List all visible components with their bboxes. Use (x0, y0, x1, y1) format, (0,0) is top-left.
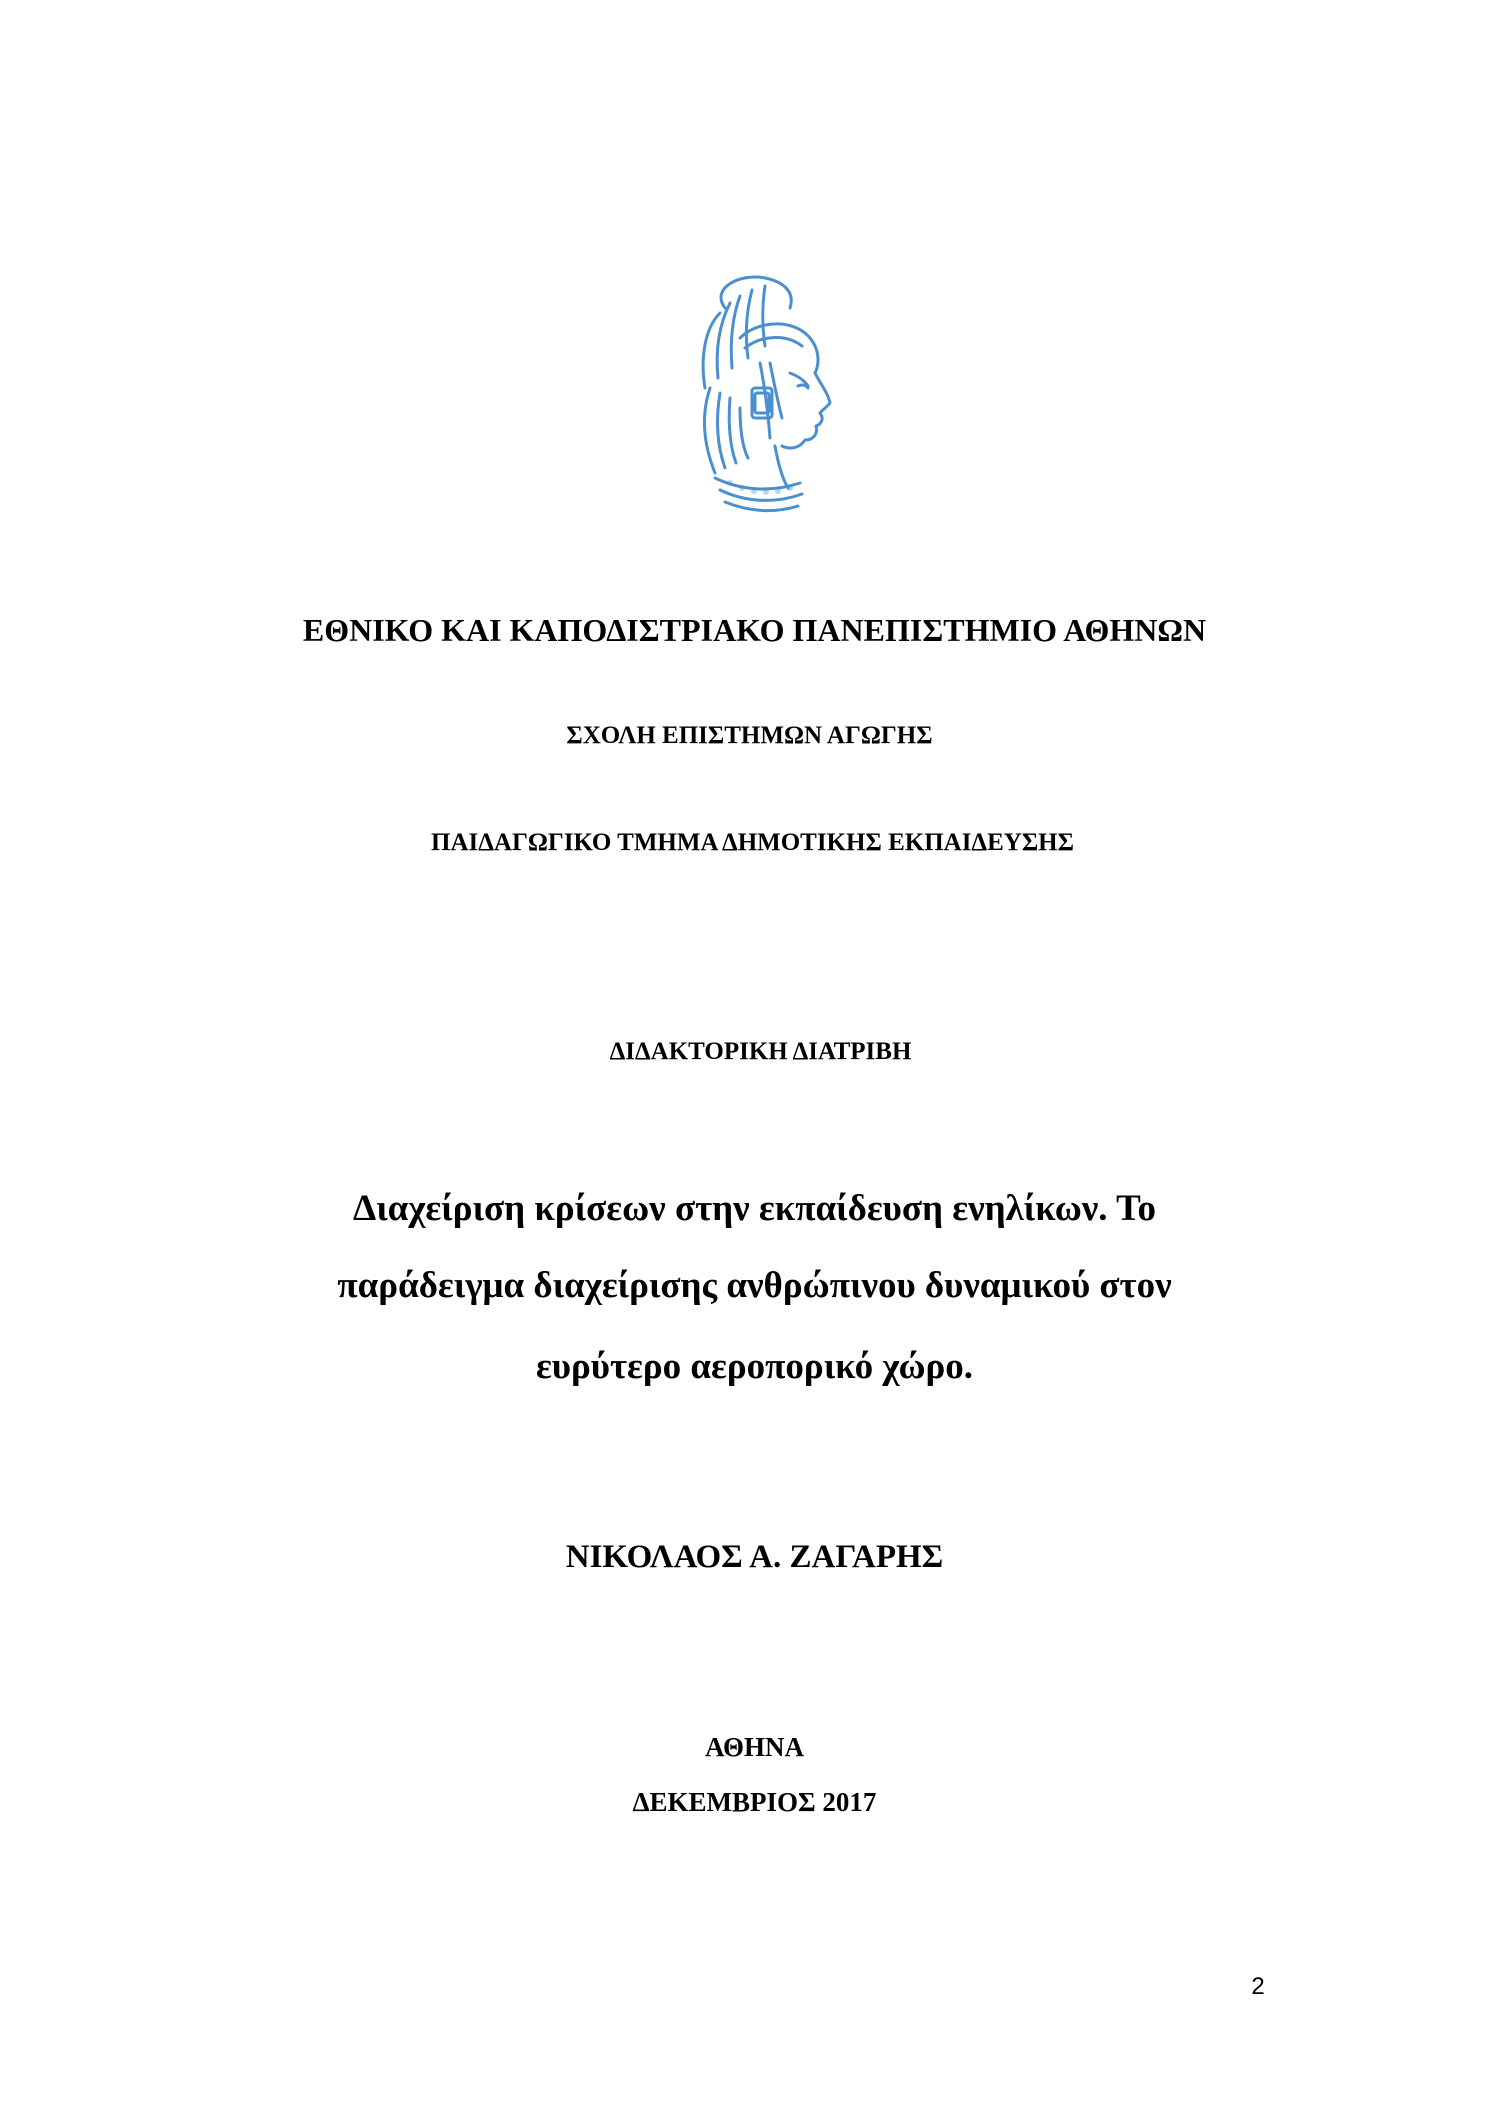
author-name: ΝΙΚΟΛΑΟΣ Α. ΖΑΓΑΡΗΣ (565, 1539, 944, 1575)
city: ΑΘΗΝΑ (705, 1732, 804, 1762)
athena-helmet-head-logo (670, 268, 840, 518)
document-type: ΔΙΔΑΚΤΟΡΙΚΗ ΔΙΑΤΡΙΒΗ (609, 1038, 912, 1065)
university-name: ΕΘΝΙΚΟ ΚΑΙ ΚΑΠΟΔΙΣΤΡΙΑΚΟ ΠΑΝΕΠΙΣΤΗΜΙΟ ΑΘΗΝΩΝ (302, 612, 1207, 648)
school-name: ΣΧΟΛΗ ΕΠΙΣΤΗΜΩΝ ΑΓΩΓΗΣ (566, 722, 933, 749)
thesis-title-line-2: παράδειγμα διαχείρισης ανθρώπινου δυναμικού στον (337, 1265, 1172, 1306)
date: ΔΕΚΕΜΒΡΙΟΣ 2017 (632, 1787, 877, 1817)
thesis-title-line-3: ευρύτερο αεροπορικό χώρο. (535, 1346, 974, 1387)
page-number: 2 (1251, 1973, 1265, 2000)
thesis-title-line-1: Διαχείριση κρίσεων στην εκπαίδευση ενηλίκων. Το (353, 1188, 1156, 1229)
department-name: ΠΑΙΔΑΓΩΓΙΚΟ ΤΜΗΜΑ ΔΗΜΟΤΙΚΗΣ ΕΚΠΑΙΔΕΥΣΗΣ (431, 829, 1074, 856)
